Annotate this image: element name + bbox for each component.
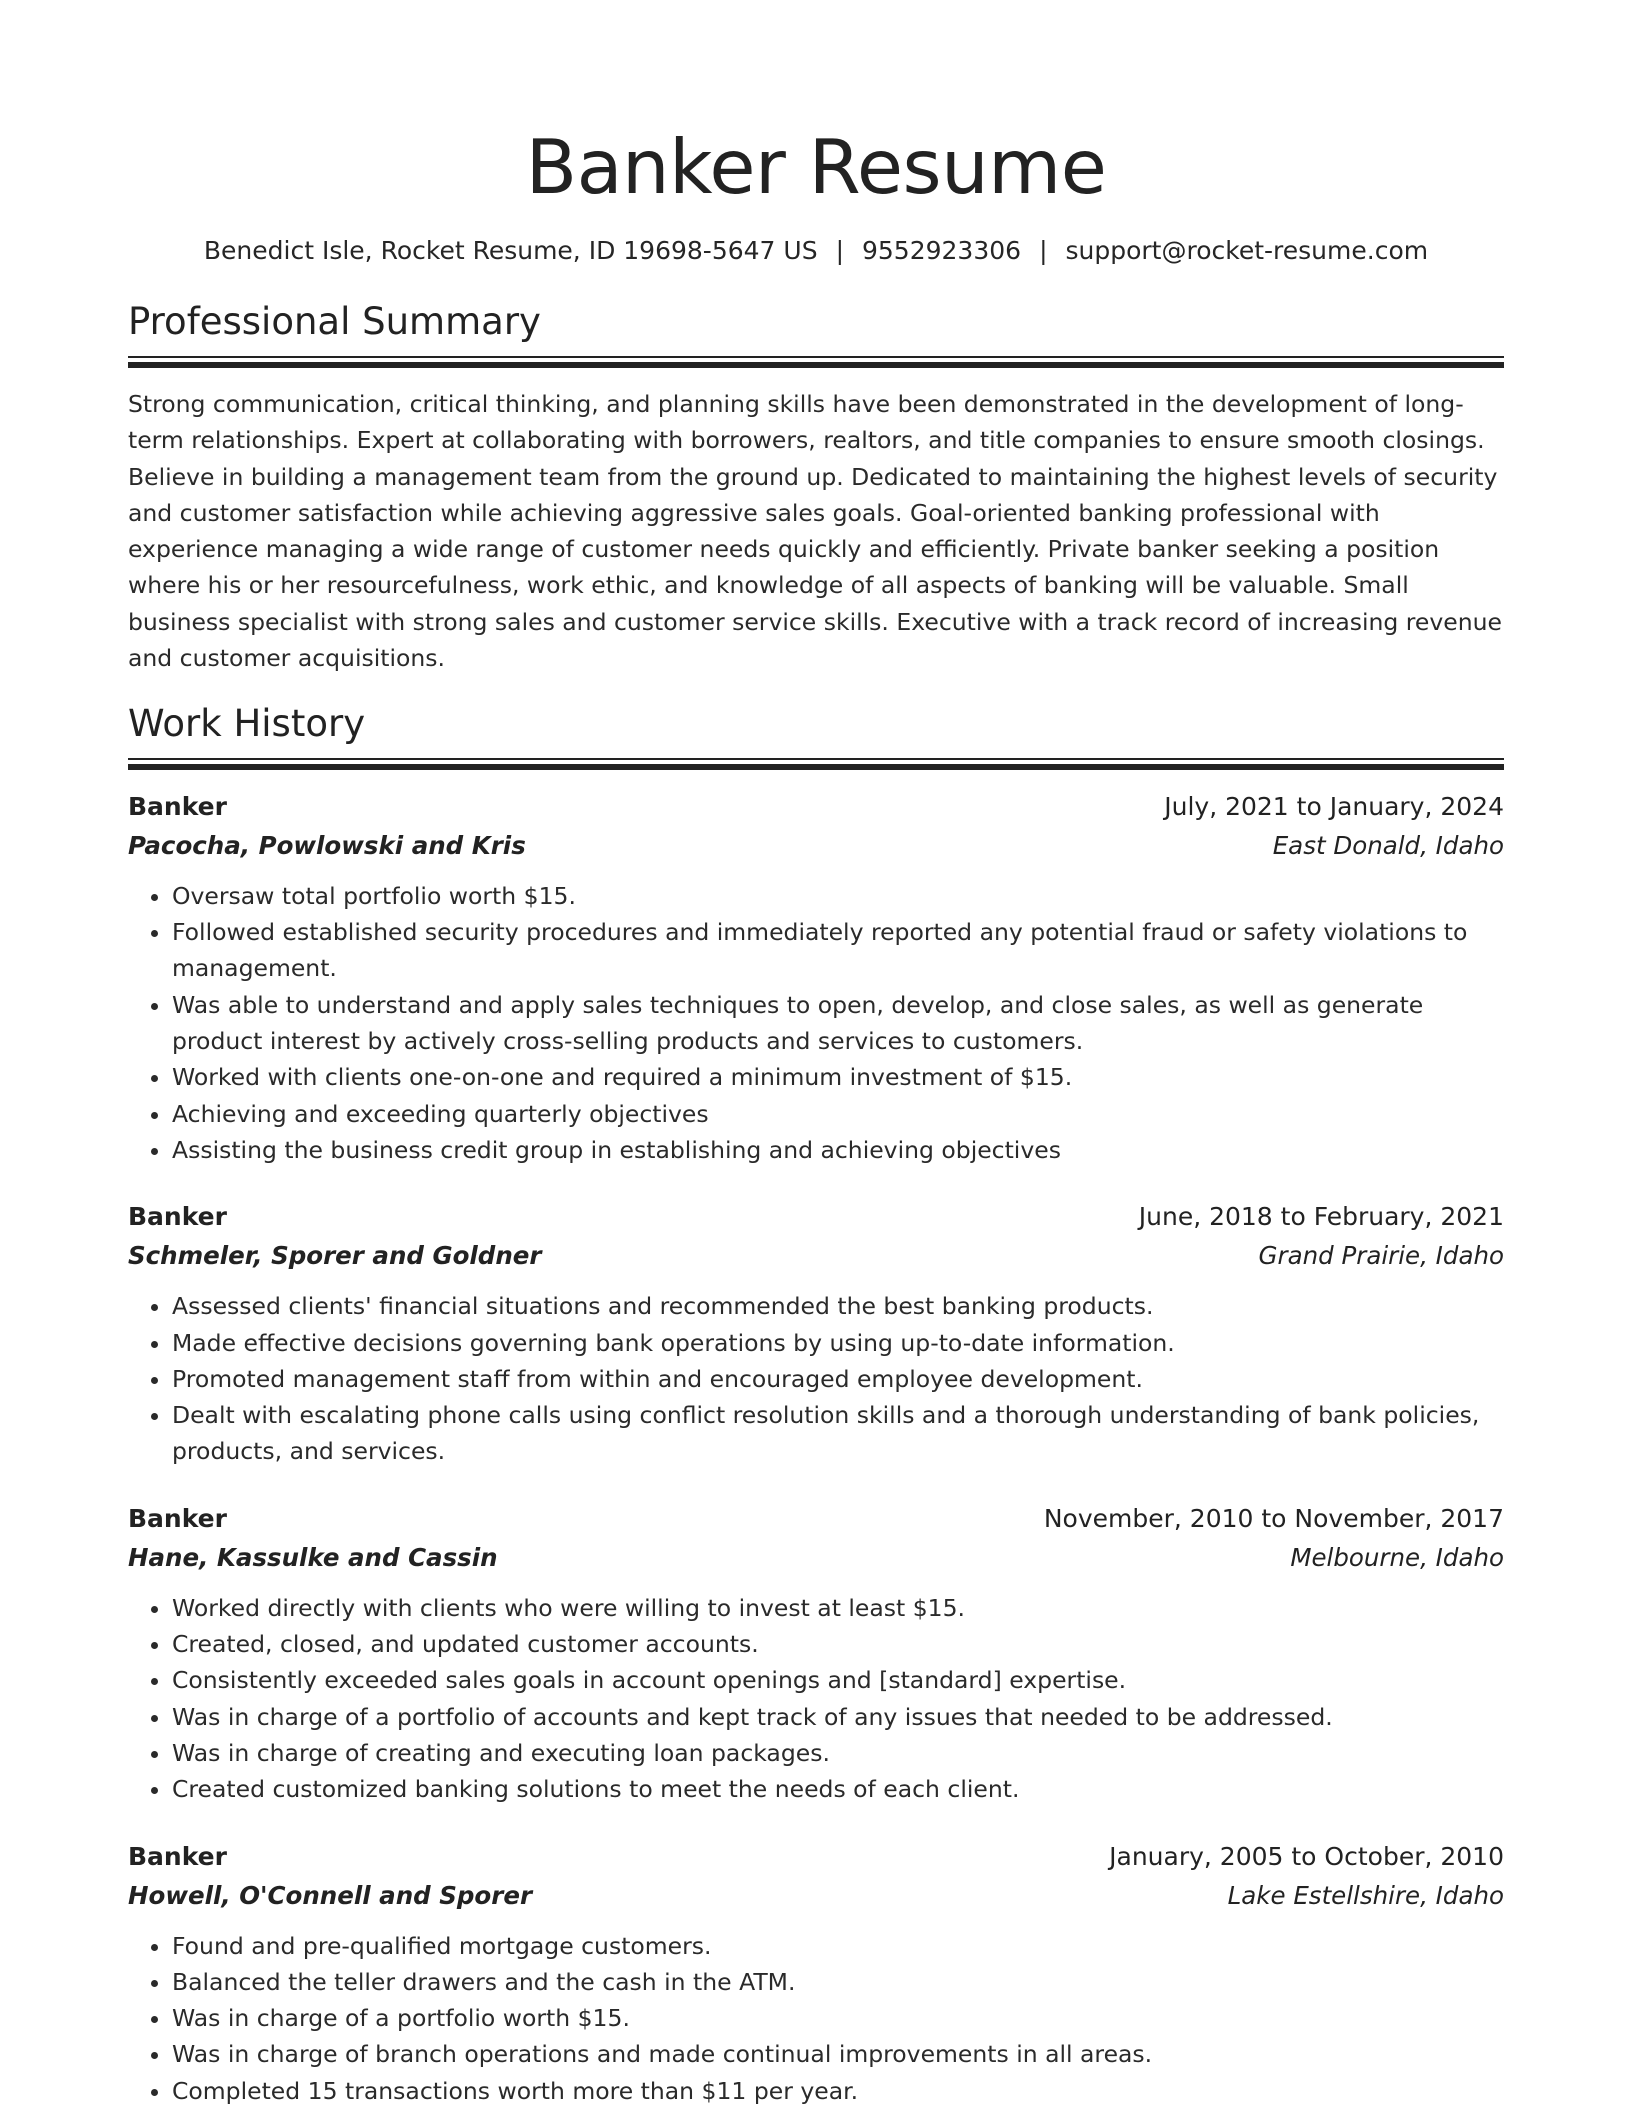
job-header-row — [128, 1500, 1504, 1538]
list-item: • Assessed clients' financial situations and recommended the best banking products. — [172, 1288, 1504, 1324]
job-dates: January, 2005 to October, 2010 — [1109, 1841, 1504, 1871]
list-item: • Dealt with escalating phone calls using conflict resolution skills and a thorough understanding of bank policies, products, and services. — [172, 1397, 1504, 1470]
list-item: • Assisting the business credit group in establishing and achieving objectives — [172, 1132, 1504, 1168]
job-company: Hane, Kassulke and Cassin — [128, 1542, 498, 1572]
job-location: East Donald, Idaho — [1272, 830, 1504, 860]
job-entry — [128, 1500, 1504, 1808]
job-list — [128, 788, 1504, 2109]
job-dates: June, 2018 to February, 2021 — [1138, 1202, 1504, 1232]
job-header-row — [128, 1838, 1504, 1876]
job-entry — [128, 788, 1504, 1168]
summary-section — [128, 298, 1504, 676]
list-item: • Was able to understand and apply sales techniques to open, develop, and close sales, as well as generate product interest by actively cross-selling products and services to customers. — [172, 987, 1504, 1060]
work-section — [128, 700, 1504, 2109]
list-item: • Worked directly with clients who were willing to invest at least $15. — [172, 1590, 1504, 1626]
job-bullet-list — [128, 1590, 1504, 1808]
job-title: Banker — [128, 1841, 227, 1871]
list-item: • Followed established security procedures and immediately reported any potential fraud or safety violations to management. — [172, 914, 1504, 987]
list-item: • Created, closed, and updated customer accounts. — [172, 1626, 1504, 1662]
list-item: • Balanced the teller drawers and the cash in the ATM. — [172, 1964, 1504, 2000]
job-company: Pacocha, Powlowski and Kris — [128, 830, 526, 860]
page-title: Banker Resume — [525, 123, 1107, 211]
list-item: • Promoted management staff from within and encouraged employee development. — [172, 1361, 1504, 1397]
contact-separator: | — [1039, 236, 1048, 265]
list-item: • Completed 15 transactions worth more than $11 per year. — [172, 2073, 1504, 2109]
list-item: • Achieving and exceeding quarterly objectives — [172, 1096, 1504, 1132]
job-title: Banker — [128, 791, 227, 821]
contact-address: Benedict Isle, Rocket Resume, ID 19698-5647 US — [203, 236, 818, 265]
job-dates: July, 2021 to January, 2024 — [1164, 791, 1504, 821]
list-item: • Found and pre-qualified mortgage customers. — [172, 1928, 1504, 1964]
job-location: Melbourne, Idaho — [1290, 1542, 1504, 1572]
contact-phone: 9552923306 — [862, 236, 1022, 265]
job-company: Schmeler, Sporer and Goldner — [128, 1241, 542, 1271]
contact-email: support@rocket-resume.com — [1065, 236, 1429, 265]
job-company-row — [128, 1236, 1504, 1276]
job-company-row — [128, 1876, 1504, 1916]
section-divider — [128, 758, 1504, 770]
job-bullet-list — [128, 878, 1504, 1168]
job-entry — [128, 1838, 1504, 2109]
job-dates: November, 2010 to November, 2017 — [1043, 1503, 1504, 1533]
job-company-row — [128, 826, 1504, 866]
job-company-row — [128, 1538, 1504, 1578]
list-item: • Oversaw total portfolio worth $15. — [172, 878, 1504, 914]
list-item: • Created customized banking solutions to meet the needs of each client. — [172, 1771, 1504, 1807]
resume-page — [128, 0, 1504, 2109]
work-heading: Work History — [128, 701, 366, 745]
job-location: Lake Estellshire, Idaho — [1227, 1880, 1504, 1910]
job-location: Grand Prairie, Idaho — [1258, 1241, 1504, 1271]
list-item: • Was in charge of creating and executing loan packages. — [172, 1735, 1504, 1771]
list-item: • Was in charge of a portfolio worth $15. — [172, 2000, 1504, 2036]
list-item: • Consistently exceeded sales goals in account openings and [standard] expertise. — [172, 1662, 1504, 1698]
list-item: • Was in charge of a portfolio of accounts and kept track of any issues that needed to be addressed. — [172, 1699, 1504, 1735]
job-bullet-list — [128, 1928, 1504, 2109]
job-header-row — [128, 788, 1504, 826]
job-company: Howell, O'Connell and Sporer — [128, 1880, 533, 1910]
list-item: • Worked with clients one-on-one and required a minimum investment of $15. — [172, 1059, 1504, 1095]
job-header-row — [128, 1198, 1504, 1236]
list-item: • Was in charge of branch operations and made continual improvements in all areas. — [172, 2036, 1504, 2072]
job-bullet-list — [128, 1288, 1504, 1469]
summary-text: Strong communication, critical thinking, and planning skills have been demonstrated in the development of long-term relationships. Expert at collaborating with borrowers, realtors, and title companies to ensure smooth closings. Believe in building a management team from the ground up. Dedicated to maintaining the highest levels of security and customer satisfaction while achieving aggressive sales goals. Goal-oriented banking professional with experience managing a wide range of customer needs quickly and efficiently. Private banker seeking a position where his or her resourcefulness, work ethic, and knowledge of all aspects of banking will be valuable. Small business specialist with strong sales and customer service skills. Executive with a track record of increasing revenue and customer acquisitions. — [128, 390, 1502, 673]
section-divider — [128, 356, 1504, 368]
job-title: Banker — [128, 1503, 227, 1533]
summary-heading: Professional Summary — [128, 300, 541, 343]
job-title: Banker — [128, 1202, 227, 1232]
job-entry — [128, 1198, 1504, 1469]
contact-separator: | — [835, 236, 844, 265]
contact-line — [128, 234, 1504, 268]
list-item: • Made effective decisions governing bank operations by using up-to-date information. — [172, 1325, 1504, 1361]
